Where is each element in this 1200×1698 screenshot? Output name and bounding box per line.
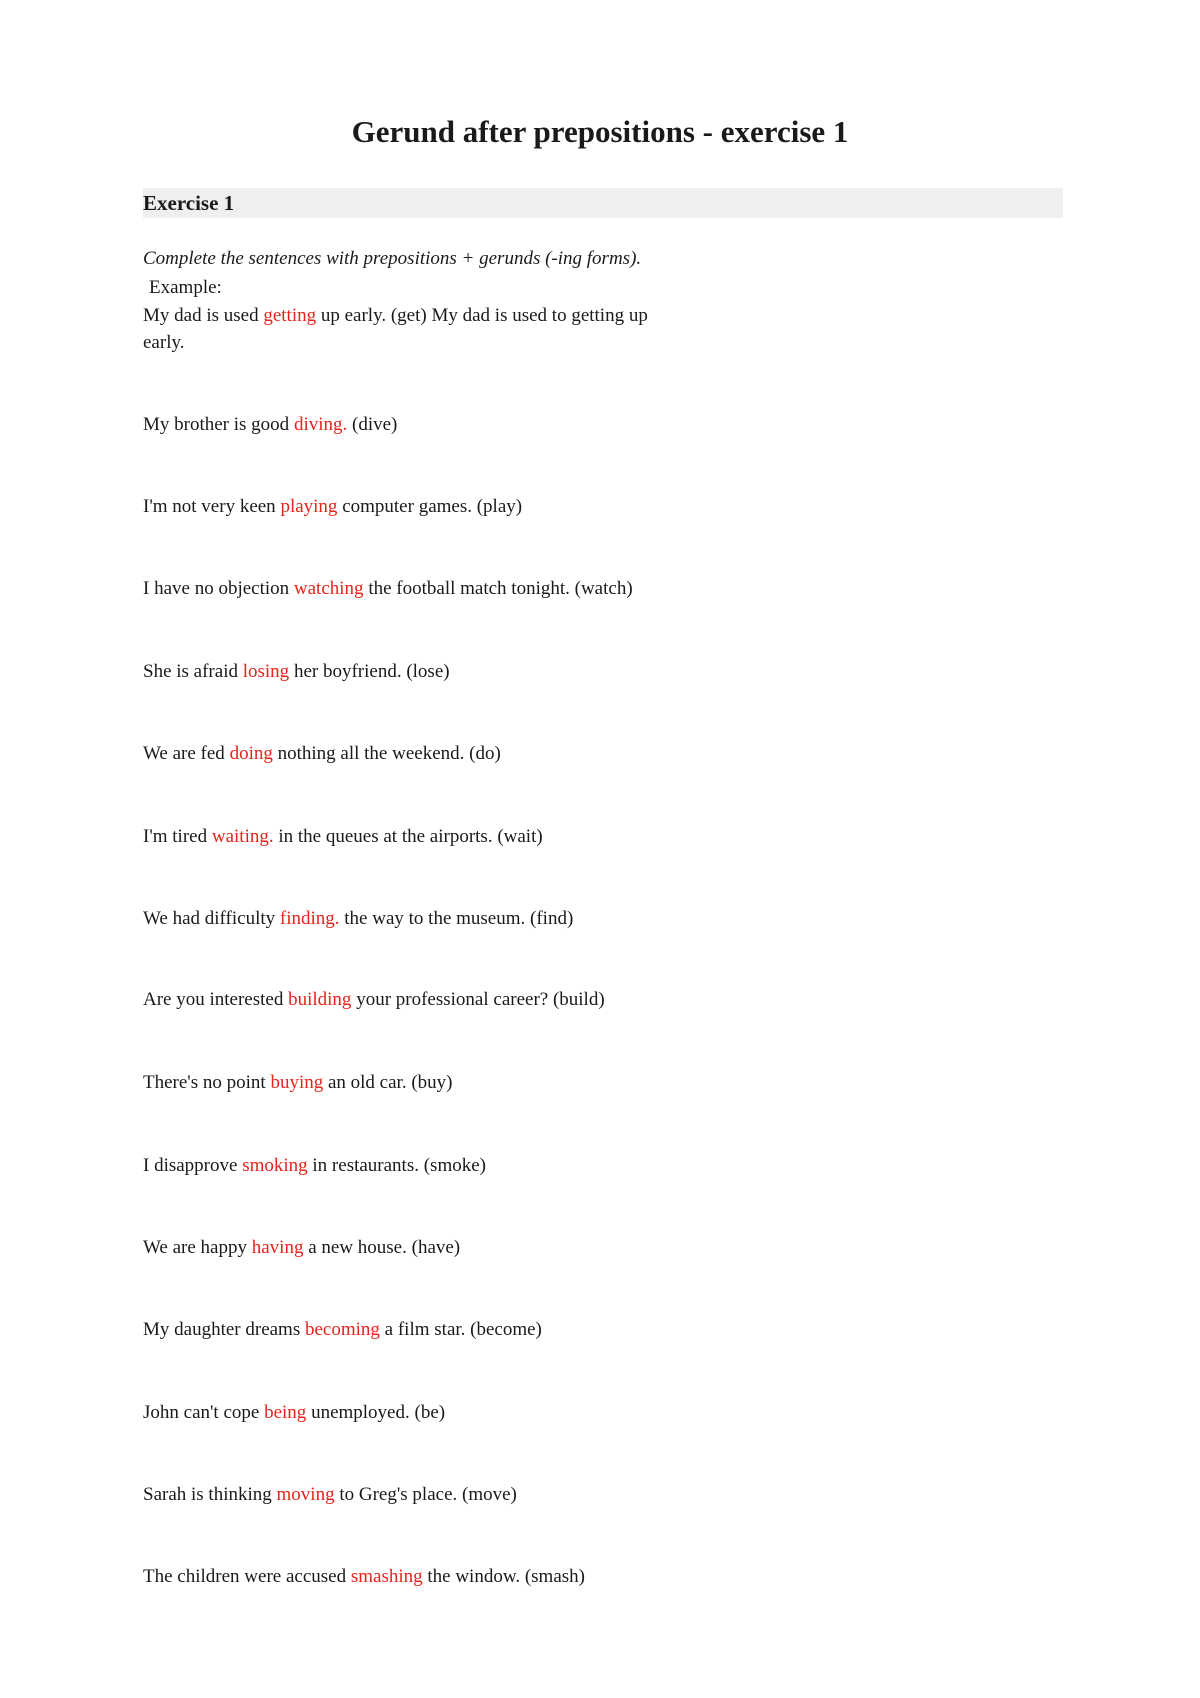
item-text: the way to the museum. (find) bbox=[339, 908, 574, 929]
item-text: a film star. (become) bbox=[379, 1319, 542, 1340]
exercise-item bbox=[143, 1317, 542, 1343]
item-text: nothing all the weekend. (do) bbox=[272, 743, 501, 764]
item-answer: being bbox=[264, 1402, 307, 1423]
item-answer: diving. bbox=[293, 414, 348, 435]
item-answer: moving bbox=[276, 1484, 335, 1505]
item-text: My daughter dreams bbox=[143, 1319, 305, 1340]
exercise-item bbox=[143, 412, 397, 438]
item-text: a new house. (have) bbox=[303, 1237, 461, 1258]
item-answer: finding. bbox=[279, 908, 340, 929]
exercise-item bbox=[143, 494, 522, 520]
item-text: There's no point bbox=[143, 1072, 271, 1093]
item-text: unemployed. (be) bbox=[306, 1402, 446, 1423]
item-text: Sarah is thinking bbox=[143, 1484, 277, 1505]
item-answer: waiting. bbox=[211, 826, 274, 847]
example-sentence bbox=[143, 302, 663, 356]
item-text: John can't cope bbox=[143, 1402, 265, 1423]
item-text: We are happy bbox=[143, 1237, 252, 1258]
page-title: Gerund after prepositions - exercise 1 bbox=[351, 114, 849, 149]
item-text: We are fed bbox=[143, 743, 230, 764]
item-answer: doing bbox=[229, 743, 273, 764]
item-answer: watching bbox=[293, 578, 364, 599]
item-answer: smashing bbox=[350, 1566, 423, 1587]
instructions: Complete the sentences with prepositions + gerunds (-ing forms). bbox=[143, 248, 642, 269]
item-answer: becoming bbox=[304, 1319, 380, 1340]
item-answer: smoking bbox=[242, 1155, 308, 1176]
item-text: I disapprove bbox=[143, 1155, 243, 1176]
exercise-item bbox=[143, 1564, 585, 1590]
item-text: My brother is good bbox=[143, 414, 294, 435]
example-after: up early. (get) My dad is used to getting up early. bbox=[143, 305, 648, 353]
item-text: I'm not very keen bbox=[143, 496, 281, 517]
item-text: in the queues at the airports. (wait) bbox=[273, 826, 543, 847]
exercise-item bbox=[143, 1070, 452, 1096]
item-text: computer games. (play) bbox=[337, 496, 523, 517]
item-text: in restaurants. (smoke) bbox=[307, 1155, 486, 1176]
example-before: My dad is used bbox=[143, 305, 264, 326]
exercise-item bbox=[143, 987, 605, 1013]
item-text: (dive) bbox=[347, 414, 398, 435]
item-answer: buying bbox=[270, 1072, 324, 1093]
item-text: She is afraid bbox=[143, 661, 243, 682]
exercise-item bbox=[143, 1235, 460, 1261]
item-text: an old car. (buy) bbox=[323, 1072, 453, 1093]
item-answer: playing bbox=[280, 496, 338, 517]
example-label: Example: bbox=[149, 277, 222, 298]
item-answer: building bbox=[288, 989, 352, 1010]
item-text: your professional career? (build) bbox=[351, 989, 605, 1010]
item-answer: losing bbox=[242, 661, 290, 682]
exercise-item bbox=[143, 576, 633, 602]
exercise-item bbox=[143, 659, 450, 685]
exercise-item bbox=[143, 1400, 445, 1426]
item-text: her boyfriend. (lose) bbox=[289, 661, 450, 682]
item-text: Are you interested bbox=[143, 989, 289, 1010]
item-text: The children were accused bbox=[143, 1566, 351, 1587]
section-heading: Exercise 1 bbox=[143, 191, 235, 215]
example-answer: getting bbox=[263, 305, 317, 326]
item-text: I'm tired bbox=[143, 826, 212, 847]
item-text: the window. (smash) bbox=[422, 1566, 585, 1587]
exercise-item bbox=[143, 741, 501, 767]
exercise-item bbox=[143, 1153, 486, 1179]
item-answer: having bbox=[251, 1237, 304, 1258]
exercise-item bbox=[143, 824, 543, 850]
item-text: We had difficulty bbox=[143, 908, 280, 929]
exercise-item bbox=[143, 906, 573, 932]
section-header-bar bbox=[143, 188, 1063, 218]
exercise-item bbox=[143, 1482, 517, 1508]
item-text: to Greg's place. (move) bbox=[334, 1484, 517, 1505]
item-text: the football match tonight. (watch) bbox=[363, 578, 633, 599]
item-text: I have no objection bbox=[143, 578, 294, 599]
